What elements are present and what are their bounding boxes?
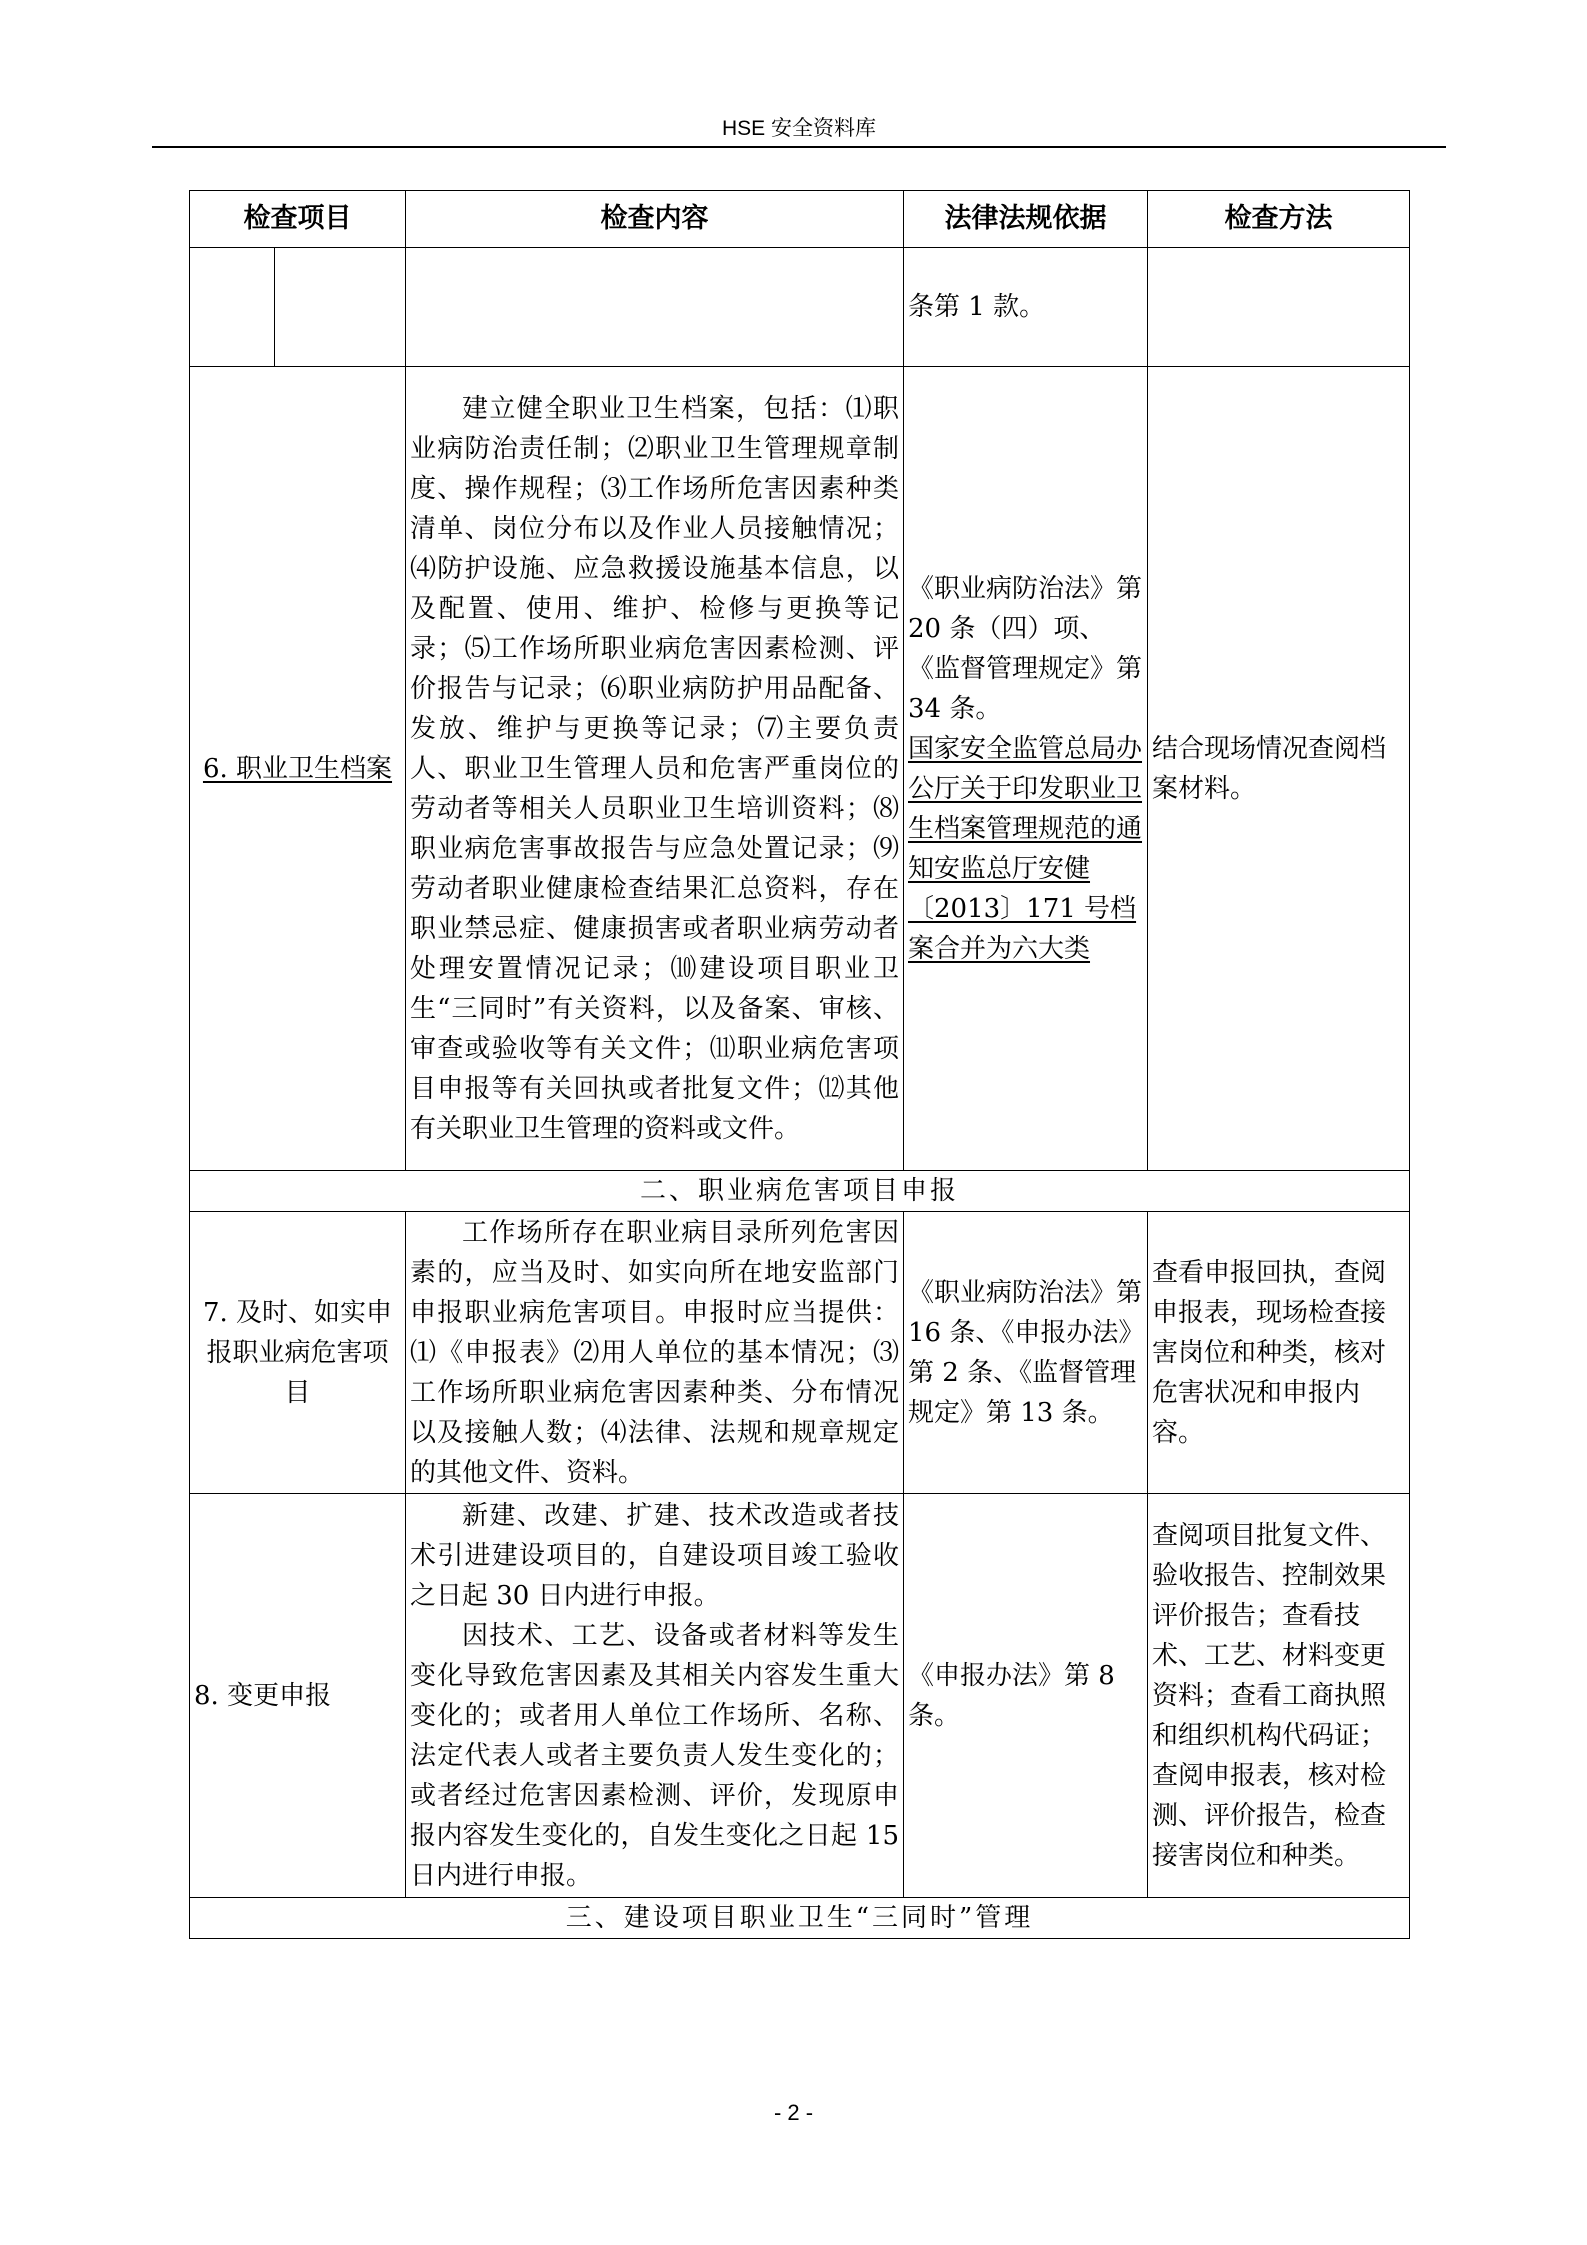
row8-item: 8. 变更申报 [190, 1494, 406, 1898]
col-header-item: 检查项目 [190, 191, 406, 248]
row8-content [406, 1494, 904, 1898]
row7-item: 7. 及时、如实申报职业病危害项目 [190, 1212, 406, 1494]
continued-item-cell [190, 248, 406, 367]
row6-method: 结合现场情况查阅档案材料。 [1148, 367, 1410, 1171]
row8-content-p1: 新建、改建、扩建、技术改造或者技术引进建设项目的，自建设项目竣工验收之日起 30 日内进行申报。 [410, 1500, 899, 1611]
row6-item [190, 367, 406, 1171]
col-header-content: 检查内容 [406, 191, 904, 248]
table-header-row [190, 191, 1410, 248]
row7-law: 《职业病防治法》第 16 条、《申报办法》第 2 条、《监督管理规定》第 13 条。 [904, 1212, 1148, 1494]
table-row-8 [190, 1494, 1410, 1898]
row7-content [406, 1212, 904, 1494]
section-2-title: 二、职业病危害项目申报 [190, 1171, 1410, 1212]
col-header-law: 法律法规依据 [904, 191, 1148, 248]
row6-law [904, 367, 1148, 1171]
page-header: HSE 安全资料库 [721, 117, 876, 140]
section-3-title: 三、建设项目职业卫生“三同时”管理 [190, 1898, 1410, 1939]
row6-law-underlined: 国家安全监管总局办公厅关于印发职业卫生档案管理规范的通知安监总厅安健〔2013〕171 号档案合并为六大类 [908, 733, 1143, 964]
table-row-7 [190, 1212, 1410, 1494]
row8-method: 查阅项目批复文件、验收报告、控制效果评价报告；查看技术、工艺、材料变更资料；查看工商执照和组织机构代码证；查阅申报表，核对检测、评价报告，检查接害岗位和种类。 [1148, 1494, 1410, 1898]
row6-content-text: 建立健全职业卫生档案，包括：⑴职业病防治责任制；⑵职业卫生管理规章制度、操作规程；⑶工作场所危害因素种类清单、岗位分布以及作业人员接触情况；⑷防护设施、应急救援设施基本信息，以及配置、使用、维护、检修与更换等记录；⑸工作场所职业病危害因素检测、评价报告与记录；⑹职业病防护用品配备、发放、维护与更换等记录；⑺主要负责人、职业卫生管理人员和危害严重岗位的劳动者等相关人员职业卫生培训资料；⑻职业病危害事故报告与应急处置记录；⑼劳动者职业健康检查结果汇总资料，存在职业禁忌症、健康损害或者职业病劳动者处理安置情况记录；⑽建设项目职业卫生“三同时”有关资料，以及备案、审核、审查或验收等有关文件；⑾职业病危害项目申报等有关回执或者批复文件；⑿其他有关职业卫生管理的资料或文件。 [410, 393, 899, 1144]
section-row-2 [190, 1171, 1410, 1212]
table-row-continued [190, 248, 1410, 367]
page-number: - 2 - [773, 2100, 814, 2125]
row6-law-plain: 《职业病防治法》第 20 条（四）项、《监督管理规定》第 34 条。 [908, 573, 1143, 724]
row6-content [406, 367, 904, 1171]
row6-item-text: 6. 职业卫生档案 [202, 753, 393, 784]
header-rule [152, 146, 1446, 148]
continued-content-cell [406, 248, 904, 367]
inspection-table [189, 190, 1410, 1939]
row8-law: 《申报办法》第 8 条。 [904, 1494, 1148, 1898]
table-row-6 [190, 367, 1410, 1171]
continued-law-cell: 条第 1 款。 [904, 248, 1148, 367]
col-header-method: 检查方法 [1148, 191, 1410, 248]
row7-method: 查看申报回执，查阅申报表，现场检查接害岗位和种类，核对危害状况和申报内容。 [1148, 1212, 1410, 1494]
section-row-3 [190, 1898, 1410, 1939]
row7-content-text: 工作场所存在职业病目录所列危害因素的，应当及时、如实向所在地安监部门申报职业病危害项目。申报时应当提供：⑴《申报表》⑵用人单位的基本情况；⑶工作场所职业病危害因素种类、分布情况以及接触人数；⑷法律、法规和规章规定的其他文件、资料。 [410, 1217, 899, 1488]
continued-method-cell [1148, 248, 1410, 367]
row8-content-p2: 因技术、工艺、设备或者材料等发生变化导致危害因素及其相关内容发生重大变化的；或者用人单位工作场所、名称、法定代表人或者主要负责人发生变化的；或者经过危害因素检测、评价，发现原申报内容发生变化的，自发生变化之日起 15 日内进行申报。 [410, 1620, 899, 1891]
